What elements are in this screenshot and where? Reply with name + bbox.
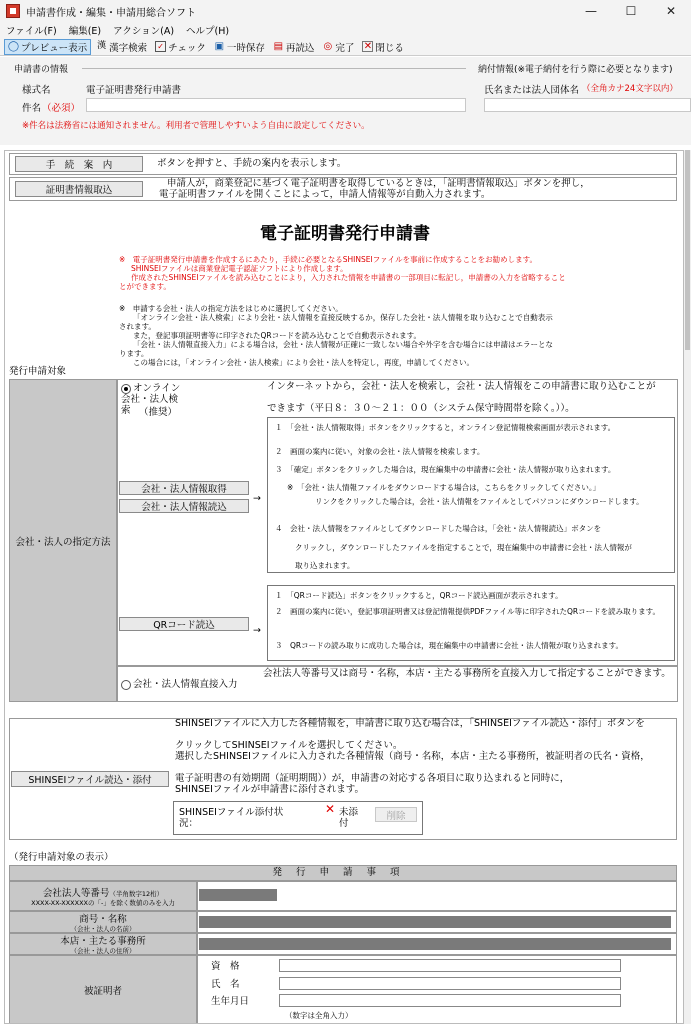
- complete-button[interactable]: [319, 39, 357, 55]
- check-label: チェック: [168, 42, 206, 54]
- document-title: 電子証明書発行申請書: [260, 224, 430, 244]
- procedure-guide-button[interactable]: 手 続 案 内: [15, 156, 143, 172]
- subject-cell: [9, 955, 197, 1024]
- close-doc-button[interactable]: [359, 39, 407, 55]
- reload-icon: ▤: [273, 40, 284, 52]
- step-4-2: クリックし，ダウンロードしたファイルを指定することで，現在編集中の申請書に会社・法人情報が: [295, 543, 632, 552]
- direct-radio[interactable]: [121, 680, 131, 690]
- required-mark: （必須）: [42, 103, 81, 114]
- shinsei-desc-1: SHINSEIファイルに入力した各種情報を，申請書に取り込む場合は，「SHINSEIファイル読込・添付」ボタンを: [175, 718, 645, 729]
- note-3: されます。: [119, 322, 156, 331]
- birthdate-hint: （数字は全角入力）: [285, 1011, 353, 1020]
- name-input[interactable]: [279, 977, 621, 990]
- shinsei-desc-5: SHINSEIファイルが申請書に添付されます。: [175, 784, 364, 795]
- subject-person-label: 被証明者: [83, 986, 122, 997]
- delete-attachment-button[interactable]: 削除: [375, 807, 417, 822]
- step-4-3: 取り込まれます。: [295, 561, 355, 570]
- close-icon: ✕: [363, 40, 373, 52]
- attach-status-label: SHINSEIファイル添付状況：: [179, 807, 284, 829]
- corp-number-sub: XXXX-XX-XXXXXXの「-」を除く数値のみを入力: [31, 899, 175, 907]
- recommended-label: （推奨）: [139, 407, 178, 418]
- attach-status-value: 未添付: [339, 807, 359, 829]
- preview-label: プレビュー表示: [21, 42, 88, 54]
- menu-help[interactable]: ヘルプ(H): [186, 26, 230, 37]
- minimize-button[interactable]: —: [585, 4, 597, 18]
- reload-button[interactable]: [270, 39, 318, 55]
- step-3-note-2: リンクをクリックした場合は，会社・法人情報をファイルとしてパソコンにダウンロードします。: [315, 497, 644, 506]
- info-panel: [0, 57, 691, 145]
- qr-arrow-icon: →: [253, 625, 261, 636]
- online-desc-2: できます（平日８：３０～２１：００（システム保守時間帯を除く。））。: [267, 403, 575, 414]
- complete-icon: ◎: [323, 40, 333, 52]
- step-4: ４ 会社・法人情報をファイルとしてダウンロードした場合は，「会社・法人情報読込」ボタンを: [275, 524, 602, 533]
- kanji-search-label: 漢字検索: [109, 42, 148, 54]
- birthdate-input[interactable]: [279, 994, 621, 1007]
- step-3: ３ 「確定」ボタンをクリックした場合は，現在編集中の申請書に会社・法人情報が取り込まれます。: [275, 465, 616, 474]
- subject-input[interactable]: [86, 98, 466, 112]
- qualification-input[interactable]: [279, 959, 621, 972]
- payer-name-hint: （全角カナ24文字以内）: [582, 84, 678, 94]
- window-title: 申請書作成・編集・申請用総合ソフト: [26, 7, 196, 19]
- check-button[interactable]: [152, 39, 209, 55]
- shinsei-desc-4: 電子証明書の有効期間（証明期間））が，申請書の対応する各項目に取り込まれると同時に，: [175, 773, 570, 784]
- kanji-icon: 漢: [97, 41, 107, 51]
- office-value[interactable]: [199, 938, 671, 950]
- menu-action[interactable]: アクション(A): [113, 26, 175, 37]
- note-6: ります。: [119, 349, 149, 358]
- target-section-label: 発行申請対象: [9, 366, 67, 377]
- app-icon: [6, 4, 20, 18]
- scrollbar-thumb[interactable]: [685, 150, 690, 350]
- load-corp-info-button[interactable]: 会社・法人情報読込: [119, 499, 249, 513]
- trade-name-value[interactable]: [199, 916, 671, 928]
- method-label-cell: [9, 379, 117, 702]
- note-red-3: 作成されたSHINSEIファイルを読み込むことにより，入力された情報を申請書の一部項目に転記し，申請書の入力を省略すること: [131, 273, 566, 282]
- close-label: 閉じる: [375, 42, 404, 54]
- qr-step-2: ２ 画面の案内に従い，登記事項証明書又は登記情報提供PDFファイル等に印字されたQRコードを読み取ります。: [275, 607, 660, 616]
- arrow-icon: →: [253, 493, 261, 504]
- get-corp-info-button[interactable]: 会社・法人情報取得: [119, 481, 249, 495]
- document-area: [4, 150, 684, 1024]
- complete-label: 完了: [335, 42, 355, 54]
- qr-read-button[interactable]: QRコード読込: [119, 617, 249, 631]
- office-cell: [9, 933, 197, 955]
- magnifier-icon: ◯: [7, 40, 20, 52]
- note-1: ※ 申請する会社・法人の指定方法をはじめに選択してください。: [119, 304, 343, 313]
- office-label: 本店・主たる事務所: [60, 936, 146, 947]
- toolbar: [0, 38, 691, 56]
- close-window-button[interactable]: ✕: [665, 4, 677, 18]
- subject-notice: ※件名は法務省には通知されません。利用者で管理しやすいよう自由に設定してください。: [22, 121, 370, 131]
- corp-number-value[interactable]: [199, 889, 277, 901]
- note-7: この場合には，「オンライン会社・法人検索」により会社・法人を特定し，再度，申請してください。: [133, 358, 475, 367]
- method-label: 会社・法人の指定方法: [15, 536, 111, 548]
- name-label: 氏 名: [211, 979, 240, 990]
- menu-file[interactable]: ファイル(F): [6, 26, 57, 37]
- direct-desc: 会社法人等番号又は商号・名称，本店・主たる事務所を直接入力して指定することができます。: [263, 668, 671, 679]
- group-divider: [82, 68, 466, 69]
- note-red-4: とができます。: [119, 282, 171, 291]
- online-desc-1: インターネットから，会社・法人を検索し，会社・法人情報をこの申請書に取り込むことが: [267, 381, 656, 392]
- shinsei-desc-3: 選択したSHINSEIファイルに入力された各種情報（商号・名称，本店・主たる事務所，被証明者の氏名・資格，: [175, 751, 650, 762]
- floppy-icon: ▣: [214, 40, 225, 52]
- procedure-guide-text: ボタンを押すと、手続の案内を表示します。: [157, 158, 347, 169]
- note-red-1: ※ 電子証明書発行申請書を作成するにあたり，手続に必要となるSHINSEIファイルを事前に作成することをお勧めします。: [119, 255, 537, 264]
- direct-radio-label: 会社・法人情報直接入力: [133, 679, 238, 690]
- online-radio-label: オンライン会社・法人検索: [121, 383, 181, 416]
- office-sub: （会社・法人の住所）: [70, 947, 136, 955]
- note-5: 「会社・法人情報直接入力」による場合は，会社・法人情報が正確に一致しない場合や外字を含む場合には申請はエラーとな: [133, 340, 553, 349]
- window-controls: [571, 0, 691, 22]
- preview-button[interactable]: [4, 39, 91, 55]
- payer-name-input[interactable]: [484, 98, 691, 112]
- cert-import-text-1: 申請人が，商業登記に基づく電子証明書を取得しているときは，「証明書情報取込」ボタンを押し，: [167, 178, 590, 189]
- note-red-2: SHINSEIファイルは商業登記電子認証ソフトにより作成します。: [131, 264, 348, 273]
- cert-import-button[interactable]: 証明書情報取込: [15, 181, 143, 197]
- shinsei-read-button[interactable]: SHINSEIファイル読込・添付: [11, 771, 169, 787]
- menu-edit[interactable]: 編集(E): [68, 26, 102, 37]
- step-3-note-1: ※ 「会社・法人情報ファイルをダウンロードする場合は，こちらをクリックしてください。」: [287, 483, 601, 492]
- application-info-title: 申請書の情報: [14, 65, 69, 75]
- online-radio[interactable]: [121, 384, 131, 394]
- trade-name-cell: [9, 911, 197, 933]
- title-bar: [0, 0, 691, 22]
- cert-import-text-2: 電子証明書ファイルを開くことによって，申請人情報等が自動入力されます。: [159, 189, 491, 200]
- payment-info-title: 納付情報(※電子納付を行う際に必要となります): [478, 65, 673, 75]
- qr-step-3: ３ QRコードの読み取りに成功した場合は，現在編集中の申請書に会社・法人情報が取り込まれます。: [275, 641, 624, 650]
- menu-bar: [0, 22, 691, 38]
- display-section-label: （発行申請対象の表示）: [9, 852, 114, 863]
- maximize-button[interactable]: ☐: [625, 4, 637, 18]
- checkbox-icon: ✓: [155, 41, 166, 52]
- style-name-value: 電子証明書発行申請書: [86, 85, 182, 96]
- temp-save-button[interactable]: [211, 39, 268, 55]
- style-name-label: 様式名: [22, 85, 51, 96]
- reload-label: 再読込: [285, 42, 315, 54]
- corp-number-hint: （半角数字12桁）: [109, 890, 164, 898]
- temp-save-label: 一時保存: [226, 42, 265, 54]
- not-attached-icon: ✕: [325, 802, 336, 816]
- direct-radio-option[interactable]: [121, 679, 238, 690]
- note-2: 「オンライン会社・法人検索」により会社・法人情報を直接反映するか，保存した会社・法人情報を取り込むことで自動表示: [133, 313, 553, 322]
- qr-step-1: １ 「QRコード読込」ボタンをクリックすると，QRコード読込画面が表示されます。: [275, 591, 563, 600]
- qualification-label: 資 格: [211, 961, 240, 972]
- note-4: また，登記事項証明書等に印字されたQRコードを読み込むことで自動表示されます。: [133, 331, 422, 340]
- corp-number-cell: [9, 881, 197, 911]
- payer-name-label: 氏名または法人団体名: [484, 85, 580, 96]
- birthdate-label: 生年月日: [211, 996, 250, 1007]
- shinsei-desc-2: クリックしてSHINSEIファイルを選択してください。: [175, 740, 403, 751]
- vertical-scrollbar[interactable]: [684, 150, 691, 1024]
- step-2: ２ 画面の案内に従い，対象の会社・法人情報を検索します。: [275, 447, 485, 456]
- subject-label: 件名: [22, 103, 42, 114]
- corp-number-label: 会社法人等番号: [42, 888, 110, 899]
- kanji-search-button[interactable]: [93, 39, 150, 55]
- step-1: １ 「会社・法人情報取得」ボタンをクリックすると，オンライン登記情報検索画面が表示されます。: [275, 423, 616, 432]
- trade-name-sub: （会社・法人の名前）: [70, 925, 136, 933]
- display-header: 発行申請事項: [9, 865, 677, 881]
- trade-name-label: 商号・名称: [79, 914, 127, 925]
